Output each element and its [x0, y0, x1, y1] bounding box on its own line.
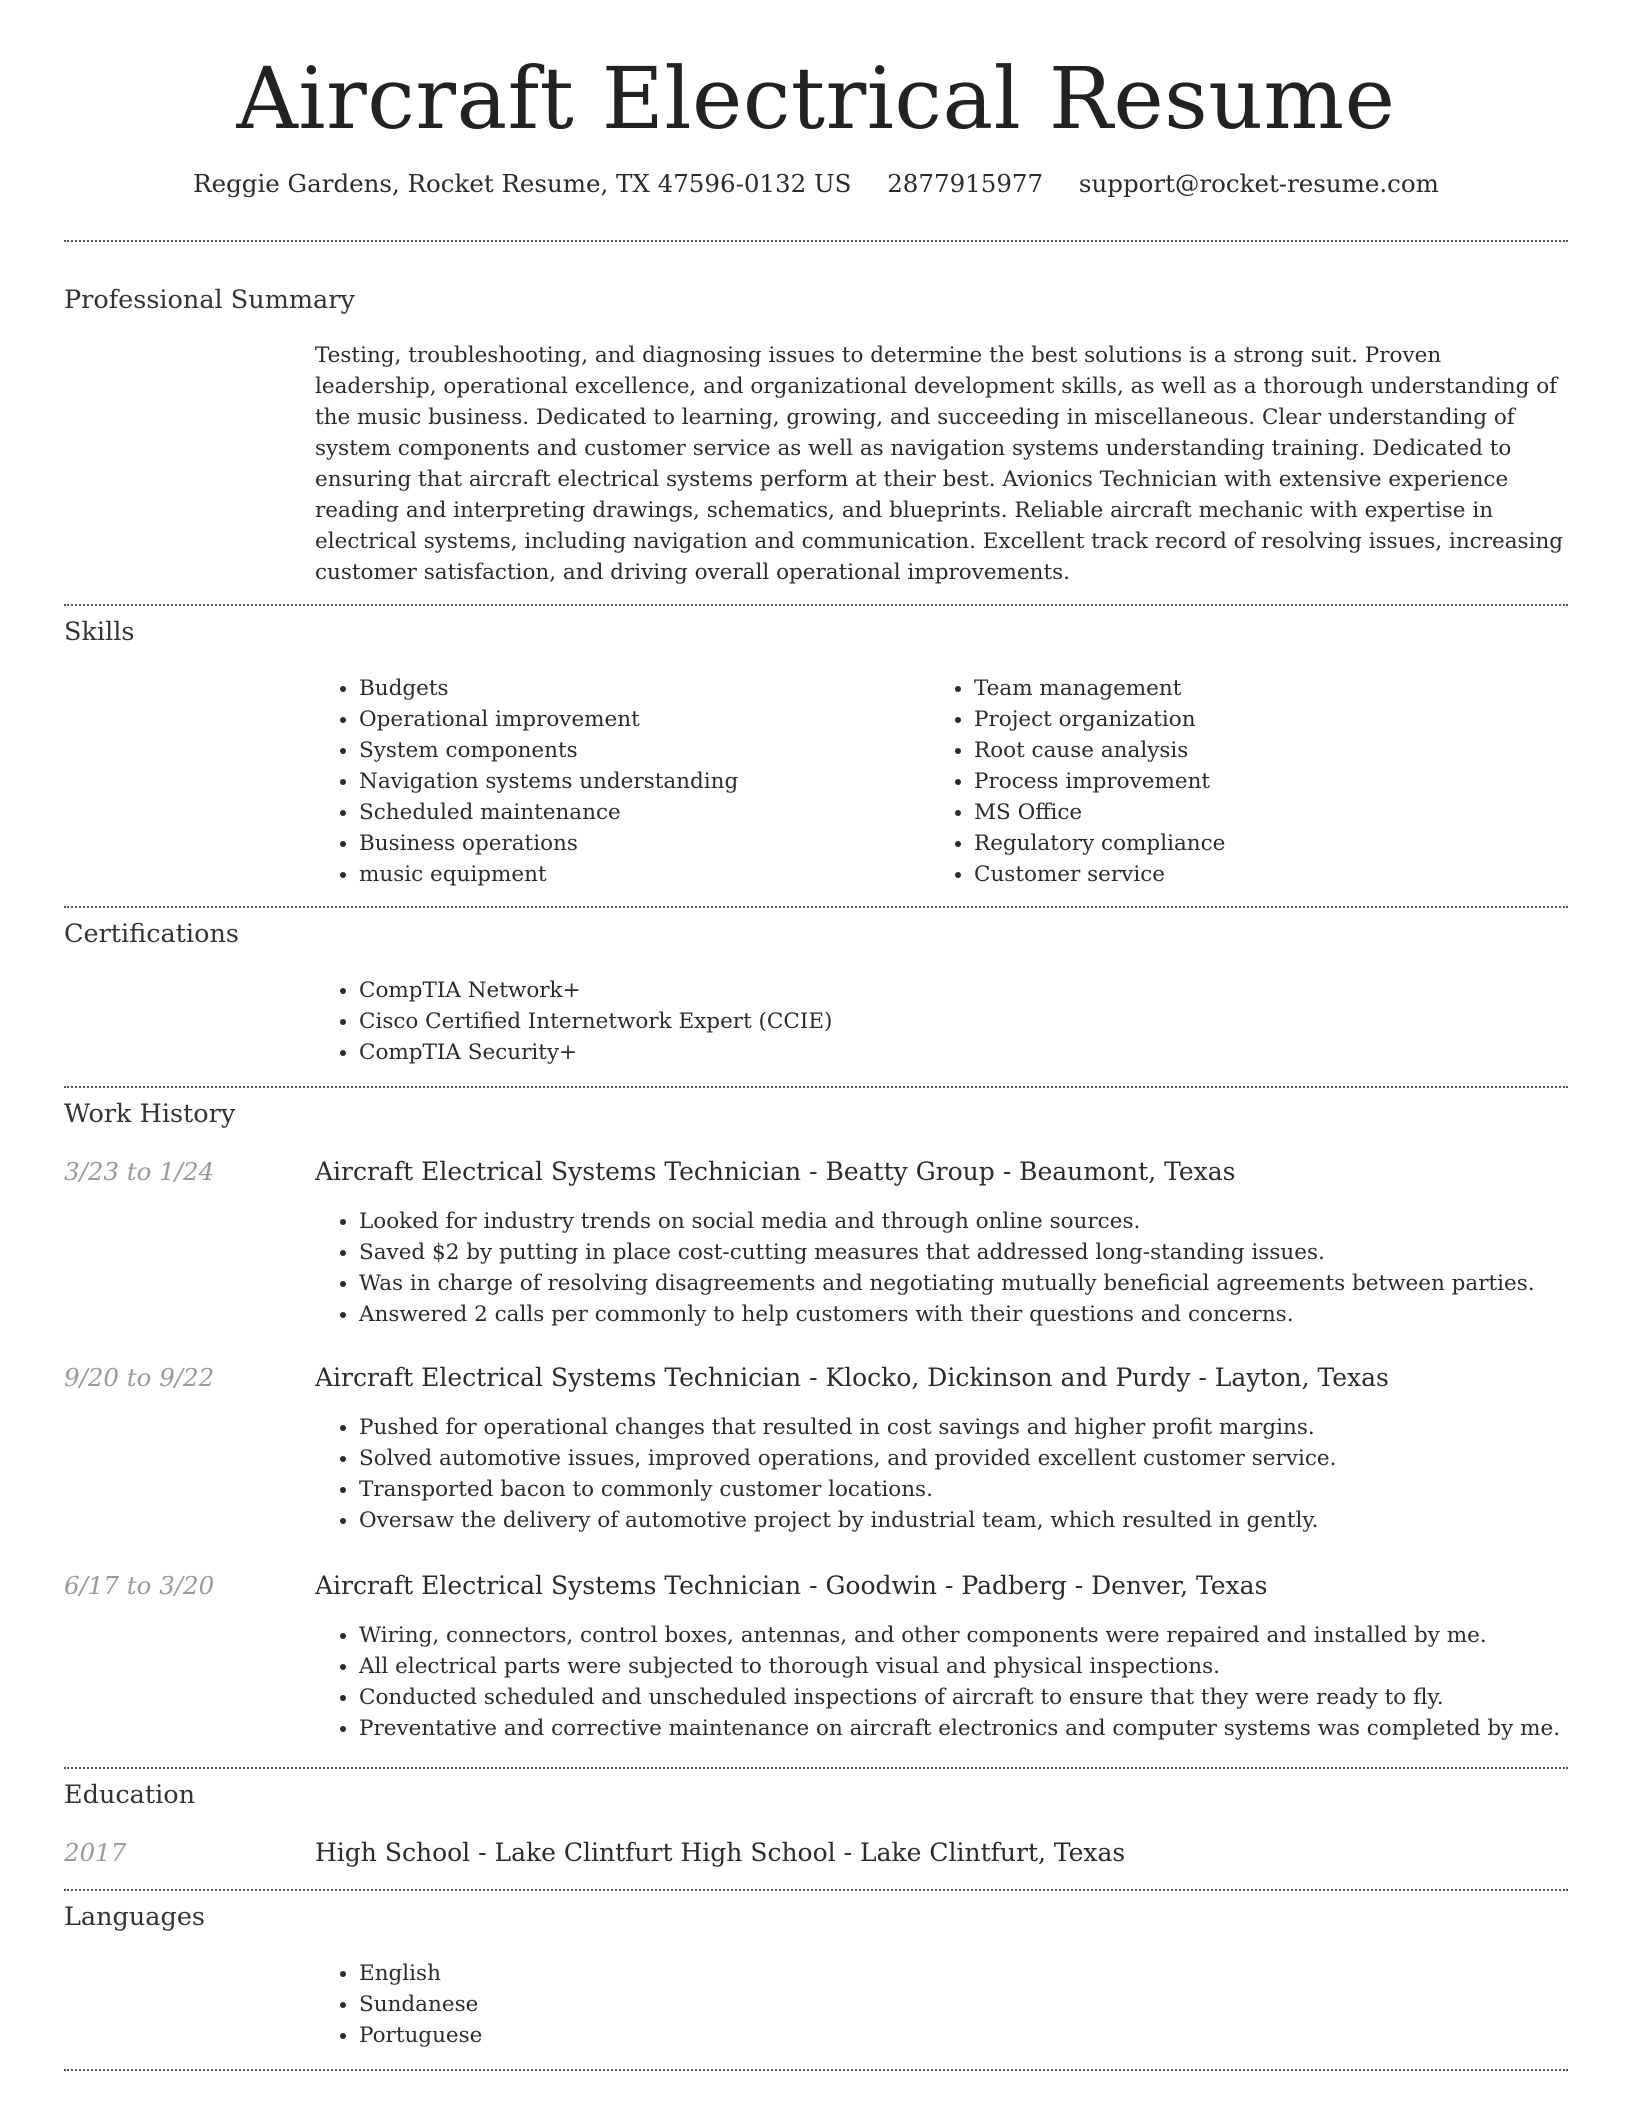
summary-text: Testing, troubleshooting, and diagnosing issues to determine the best solutions is a strong suit. Proven leadership, operational excellence, and organizational development skills, as well as a thorough understanding of the music business. Dedicated to learning, growing, and succeeding in miscellaneous. Clear understanding of system components and customer service as well as navigation systems understanding training. Dedicated to ensuring that aircraft electrical systems perform at their best. Avionics Technician with extensive experience reading and interpreting drawings, schematics, and blueprints. Reliable aircraft mechanic with expertise in electrical systems, including navigation and communication. Excellent track record of resolving issues, increasing customer satisfaction, and driving overall operational improvements.: [315, 343, 1564, 585]
job-dates: 9/20 to 9/22: [64, 1363, 215, 1392]
job-heading: Aircraft Electrical Systems Technician - Klocko, Dickinson and Purdy - Layton, Texas: [315, 1363, 1389, 1392]
divider: [64, 240, 1568, 242]
section-title-summary: Professional Summary: [64, 285, 355, 315]
job-bullet: • All electrical parts were subjected to thorough visual and physical inspections.: [359, 1651, 1560, 1682]
skill-item: • Team management: [974, 673, 1225, 704]
skill-item: • Budgets: [359, 673, 738, 704]
section-title-languages: Languages: [64, 1902, 206, 1932]
job-heading: Aircraft Electrical Systems Technician - Beatty Group - Beaumont, Texas: [315, 1157, 1236, 1186]
language-item: • English: [359, 1958, 482, 1989]
job-dates: 3/23 to 1/24: [64, 1157, 215, 1186]
job-bullet: • Answered 2 calls per commonly to help customers with their questions and concerns.: [359, 1299, 1535, 1330]
job-heading: Aircraft Electrical Systems Technician - Goodwin - Padberg - Denver, Texas: [315, 1571, 1268, 1600]
job-bullet: • Transported bacon to commonly customer locations.: [359, 1474, 1336, 1505]
language-item: • Sundanese: [359, 1989, 482, 2020]
job-bullet: • Looked for industry trends on social media and through online sources.: [359, 1206, 1535, 1237]
contact-line: [0, 166, 1632, 202]
section-title-skills: Skills: [64, 617, 135, 647]
skills-list-left: [315, 673, 738, 890]
job-bullet: • Was in charge of resolving disagreements and negotiating mutually beneficial agreements between parties.: [359, 1268, 1535, 1299]
education-year: 2017: [64, 1838, 127, 1867]
skill-item: • MS Office: [974, 797, 1225, 828]
skill-item: • System components: [359, 735, 738, 766]
job-bullets: [315, 1412, 1336, 1536]
skill-item: • Scheduled maintenance: [359, 797, 738, 828]
divider: [64, 2069, 1568, 2071]
section-title-education: Education: [64, 1780, 196, 1810]
job-bullet: • Saved $2 by putting in place cost-cutting measures that addressed long-standing issues.: [359, 1237, 1535, 1268]
contact-email: support@rocket-resume.com: [1078, 169, 1439, 198]
job-bullet: • Conducted scheduled and unscheduled inspections of aircraft to ensure that they were ready to fly.: [359, 1682, 1560, 1713]
job-bullet: • Wiring, connectors, control boxes, antennas, and other components were repaired and installed by me.: [359, 1620, 1560, 1651]
job-bullets: [315, 1206, 1535, 1330]
contact-phone: 2877915977: [887, 169, 1044, 198]
section-title-certifications: Certifications: [64, 919, 239, 949]
job-bullet: • Pushed for operational changes that resulted in cost savings and higher profit margins.: [359, 1412, 1336, 1443]
skill-item: • Project organization: [974, 704, 1225, 735]
job-bullet: • Preventative and corrective maintenance on aircraft electronics and computer systems was completed by me.: [359, 1713, 1560, 1744]
language-item: • Portuguese: [359, 2020, 482, 2051]
divider: [64, 604, 1568, 606]
contact-address: Reggie Gardens, Rocket Resume, TX 47596-0132 US: [193, 169, 852, 198]
certification-item: • Cisco Certified Internetwork Expert (CCIE): [359, 1006, 832, 1037]
job-bullets: [315, 1620, 1560, 1744]
resume-title: Aircraft Electrical Resume: [236, 50, 1396, 149]
languages-list: [315, 1958, 482, 2051]
skill-item: • Customer service: [974, 859, 1225, 890]
job-dates: 6/17 to 3/20: [64, 1571, 215, 1600]
certifications-list: [315, 975, 832, 1068]
skill-item: • Root cause analysis: [974, 735, 1225, 766]
job-bullet: • Solved automotive issues, improved operations, and provided excellent customer service.: [359, 1443, 1336, 1474]
certification-item: • CompTIA Network+: [359, 975, 832, 1006]
skill-item: • Process improvement: [974, 766, 1225, 797]
skill-item: • music equipment: [359, 859, 738, 890]
skill-item: • Regulatory compliance: [974, 828, 1225, 859]
certification-item: • CompTIA Security+: [359, 1037, 832, 1068]
section-title-work-history: Work History: [64, 1099, 236, 1129]
divider: [64, 1767, 1568, 1769]
skills-list-right: [930, 673, 1225, 890]
education-heading: High School - Lake Clintfurt High School - Lake Clintfurt, Texas: [315, 1838, 1126, 1867]
skill-item: • Operational improvement: [359, 704, 738, 735]
divider: [64, 1086, 1568, 1088]
skill-item: • Navigation systems understanding: [359, 766, 738, 797]
divider: [64, 1889, 1568, 1891]
skill-item: • Business operations: [359, 828, 738, 859]
divider: [64, 906, 1568, 908]
job-bullet: • Oversaw the delivery of automotive project by industrial team, which resulted in gently.: [359, 1505, 1336, 1536]
